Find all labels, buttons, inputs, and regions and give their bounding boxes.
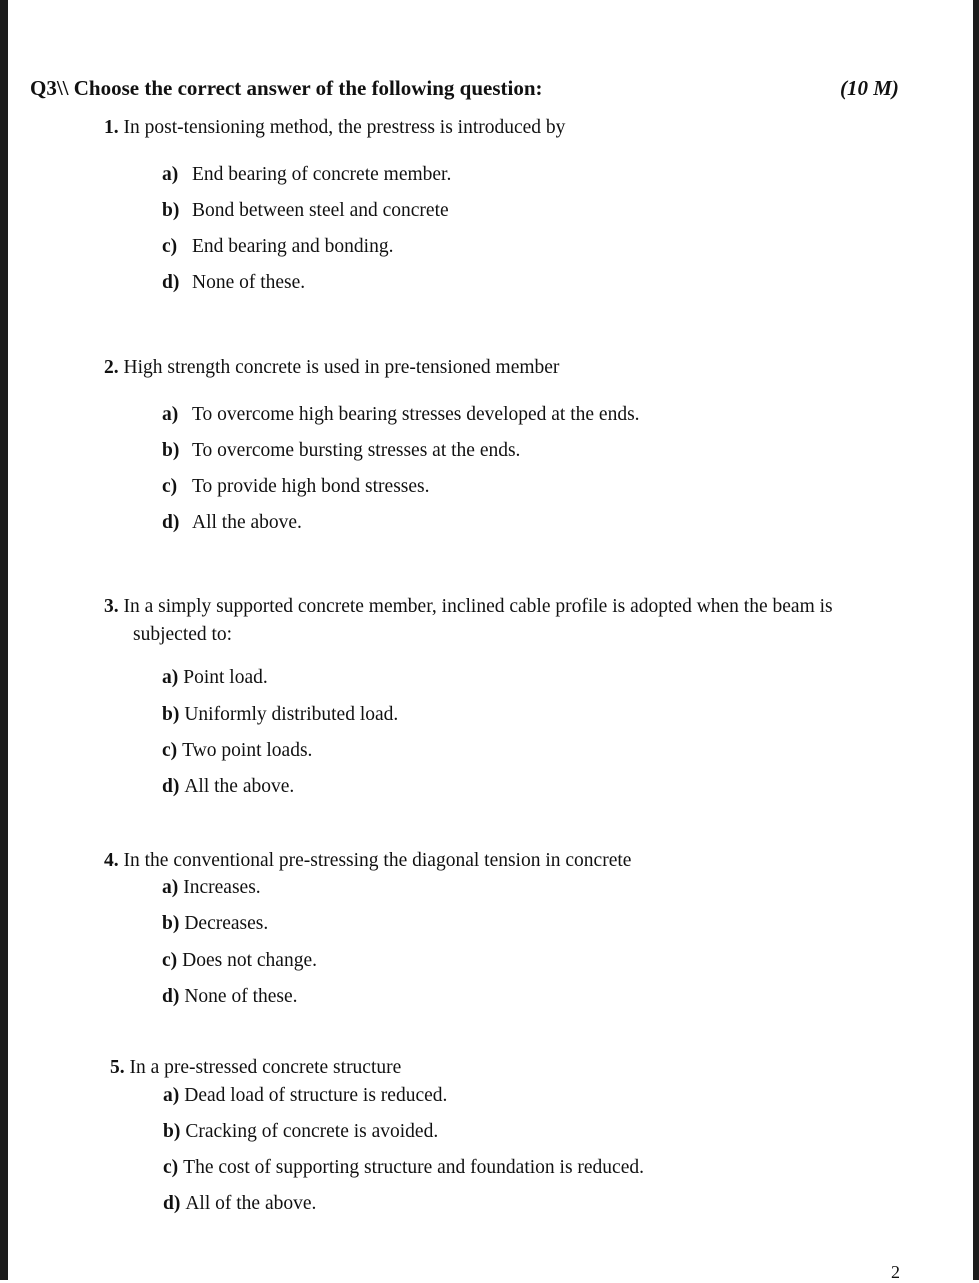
option-text: Does not change. [182,950,317,971]
question-3-option-a [162,667,268,689]
option-letter: c) [162,476,178,497]
question-2-option-c [162,476,430,498]
question-4-stem [104,847,631,875]
question-3-option-d [162,776,294,798]
option-text: None of these. [192,272,306,293]
question-2-option-d [162,512,302,534]
option-text: To overcome bursting stresses at the ends. [192,440,521,461]
option-text: None of these. [184,986,298,1007]
option-letter: a) [163,1085,180,1106]
option-letter: d) [162,272,180,293]
option-letter: a) [162,877,179,898]
question-4-option-d [162,986,298,1008]
question-text-continuation: subjected to: [133,624,233,645]
option-letter: c) [162,236,178,257]
question-number: 2. [104,357,119,378]
option-text: To provide high bond stresses. [192,476,430,497]
question-text: In a pre-stressed concrete structure [129,1057,402,1078]
question-text: In a simply supported concrete member, inclined cable profile is adopted when the beam is [123,596,833,617]
option-letter: a) [162,404,179,425]
option-letter: d) [162,512,180,533]
option-letter: b) [162,704,180,725]
page-right-edge [973,0,979,1280]
option-letter: a) [162,667,179,688]
option-text: All the above. [184,776,295,797]
question-4-option-b [162,913,268,935]
option-text: Cracking of concrete is avoided. [185,1121,439,1142]
option-text: Increases. [183,877,261,898]
question-number: 1. [104,117,119,138]
option-letter: b) [163,1121,181,1142]
question-2-option-a [162,404,640,426]
section-marks: (10 M) [840,76,899,100]
question-1-option-a [162,164,451,186]
question-4-option-a [162,877,261,899]
question-5-option-c [163,1157,644,1179]
question-number: 4. [104,850,119,871]
question-1-stem [104,114,565,142]
question-1-option-c [162,236,393,258]
option-text: Bond between steel and concrete [192,200,449,221]
option-letter: c) [162,950,178,971]
option-text: To overcome high bearing stresses developed at the ends. [192,404,640,425]
question-5-stem [110,1054,401,1082]
question-1-option-b [162,200,449,222]
option-text: All of the above. [185,1193,317,1214]
option-letter: d) [163,1193,181,1214]
option-text: All the above. [192,512,302,533]
option-letter: d) [162,776,180,797]
question-3-stem [104,593,833,649]
question-3-option-c [162,740,312,762]
question-text: In the conventional pre-stressing the diagonal tension in concrete [123,850,632,871]
question-2-stem [104,354,559,382]
option-letter: b) [162,200,180,221]
option-letter: a) [162,164,179,185]
question-number: 3. [104,596,119,617]
question-2-option-b [162,440,520,462]
page-number: 2 [891,1262,900,1282]
question-5-option-d [163,1193,316,1215]
option-text: Two point loads. [182,740,313,761]
question-4-option-c [162,950,317,972]
question-3-option-b [162,704,398,726]
option-letter: b) [162,913,180,934]
option-letter: c) [162,740,178,761]
question-1-option-d [162,272,305,294]
option-text: Dead load of structure is reduced. [184,1085,448,1106]
option-letter: b) [162,440,180,461]
option-text: The cost of supporting structure and foundation is reduced. [183,1157,644,1178]
option-text: End bearing of concrete member. [192,164,452,185]
question-text: In post-tensioning method, the prestress is introduced by [123,117,566,138]
option-text: Uniformly distributed load. [184,704,399,725]
question-5-option-a [163,1085,447,1107]
question-text: High strength concrete is used in pre-tensioned member [123,357,560,378]
option-text: Point load. [183,667,268,688]
option-letter: d) [162,986,180,1007]
section-title: Q3\\ Choose the correct answer of the following question: [30,76,543,100]
question-5-option-b [163,1121,438,1143]
page-left-edge [0,0,8,1280]
option-letter: c) [163,1157,179,1178]
option-text: Decreases. [184,913,269,934]
option-text: End bearing and bonding. [192,236,394,257]
question-number: 5. [110,1057,125,1078]
